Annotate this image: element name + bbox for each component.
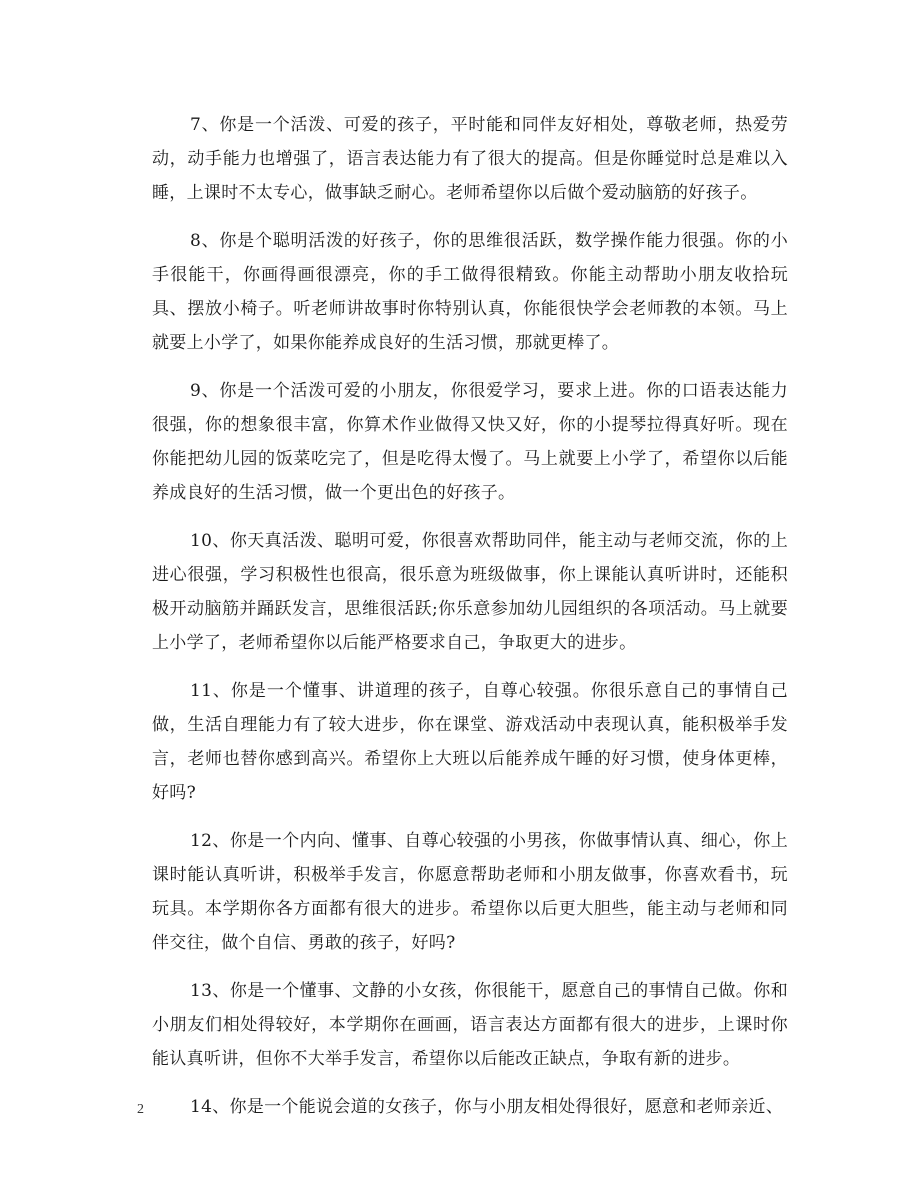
paragraph-9: 9、你是一个活泼可爱的小朋友，你很爱学习，要求上进。你的口语表达能力很强，你的想象很丰富，你算术作业做得又快又好，你的小提琴拉得真好听。现在你能把幼儿园的饭菜吃完了，但是吃得太慢了。马上就要上小学了，希望你以后能养成良好的生活习惯，做一个更出色的好孩子。 (152, 381, 788, 503)
paragraph-11: 11、你是一个懂事、讲道理的孩子，自尊心较强。你很乐意自己的事情自己做，生活自理能力有了较大进步，你在课堂、游戏活动中表现认真，能积极举手发言，老师也替你感到高兴。希望你上大班以后能养成午睡的好习惯，使身体更棒，好吗? (152, 681, 788, 803)
document-body (152, 108, 788, 1138)
paragraph-8: 8、你是个聪明活泼的好孩子，你的思维很活跃，数学操作能力很强。你的小手很能干，你画得画很漂亮，你的手工做得很精致。你能主动帮助小朋友收拾玩具、摆放小椅子。听老师讲故事时你特别认真，你能很快学会老师教的本领。马上就要上小学了，如果你能养成良好的生活习惯，那就更棒了。 (152, 231, 788, 353)
paragraph-7: 7、你是一个活泼、可爱的孩子，平时能和同伴友好相处，尊敬老师，热爱劳动，动手能力也增强了，语言表达能力有了很大的提高。但是你睡觉时总是难以入睡，上课时不太专心，做事缺乏耐心。老师希望你以后做个爱动脑筋的好孩子。 (152, 115, 788, 203)
paragraph-13: 13、你是一个懂事、文静的小女孩，你很能干，愿意自己的事情自己做。你和小朋友们相处得较好，本学期你在画画，语言表达方面都有很大的进步，上课时你能认真听讲，但你不大举手发言，希望你以后能改正缺点，争取有新的进步。 (152, 981, 788, 1069)
paragraph-10: 10、你天真活泼、聪明可爱，你很喜欢帮助同伴，能主动与老师交流，你的上进心很强，学习积极性也很高，很乐意为班级做事，你上课能认真听讲时，还能积极开动脑筋并踊跃发言，思维很活跃;你乐意参加幼儿园组织的各项活动。马上就要上小学了，老师希望你以后能严格要求自己，争取更大的进步。 (152, 531, 788, 653)
paragraph-14: 14、你是一个能说会道的女孩子，你与小朋友相处得很好，愿意和老师亲近、 (190, 1097, 784, 1117)
paragraph-12: 12、你是一个内向、懂事、自尊心较强的小男孩，你做事情认真、细心，你上课时能认真听讲，积极举手发言，你愿意帮助老师和小朋友做事，你喜欢看书，玩玩具。本学期你各方面都有很大的进步。希望你以后更大胆些，能主动与老师和同伴交往，做个自信、勇敢的孩子，好吗? (152, 831, 788, 953)
page-number: 2 (137, 1102, 144, 1117)
